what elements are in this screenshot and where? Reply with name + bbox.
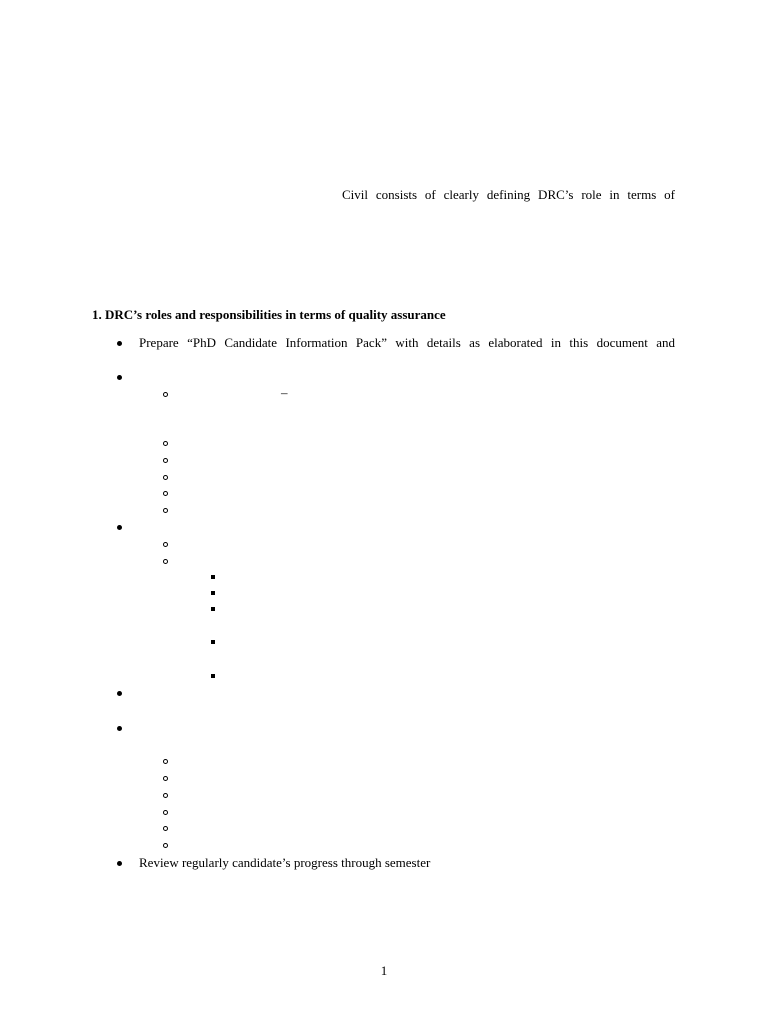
bullet-square-icon (211, 575, 215, 579)
bullet-circle-icon (163, 441, 168, 446)
bullet-circle-icon (163, 776, 168, 781)
bullet-circle-icon (163, 542, 168, 547)
bullet-circle-icon (163, 392, 168, 397)
bullet-circle-icon (163, 793, 168, 798)
bullet-circle-icon (163, 759, 168, 764)
bullet-disc-icon (117, 341, 122, 346)
bullet-circle-icon (163, 458, 168, 463)
bullet-disc-icon (117, 726, 122, 731)
bullet-disc-icon (117, 375, 122, 380)
dash-fragment: – (281, 385, 288, 400)
bullet-circle-icon (163, 508, 168, 513)
bullet-review-text: Review regularly candidate’s progress through semester (139, 855, 431, 870)
intro-text: Civil consists of clearly defining DRC’s role in terms of (342, 187, 675, 202)
bullet-square-icon (211, 607, 215, 611)
bullet-circle-icon (163, 843, 168, 848)
bullet-disc-icon (117, 525, 122, 530)
bullet-square-icon (211, 640, 215, 644)
page-number: 1 (380, 963, 388, 978)
section-heading: 1. DRC’s roles and responsibilities in terms of quality assurance (92, 307, 446, 322)
bullet-square-icon (211, 674, 215, 678)
bullet-disc-icon (117, 691, 122, 696)
bullet-circle-icon (163, 559, 168, 564)
bullet-square-icon (211, 591, 215, 595)
bullet-circle-icon (163, 826, 168, 831)
bullet-circle-icon (163, 491, 168, 496)
bullet-circle-icon (163, 810, 168, 815)
bullet-circle-icon (163, 475, 168, 480)
bullet-disc-icon (117, 861, 122, 866)
bullet-prepare-text: Prepare “PhD Candidate Information Pack” with details as elaborated in this document and (139, 335, 675, 350)
